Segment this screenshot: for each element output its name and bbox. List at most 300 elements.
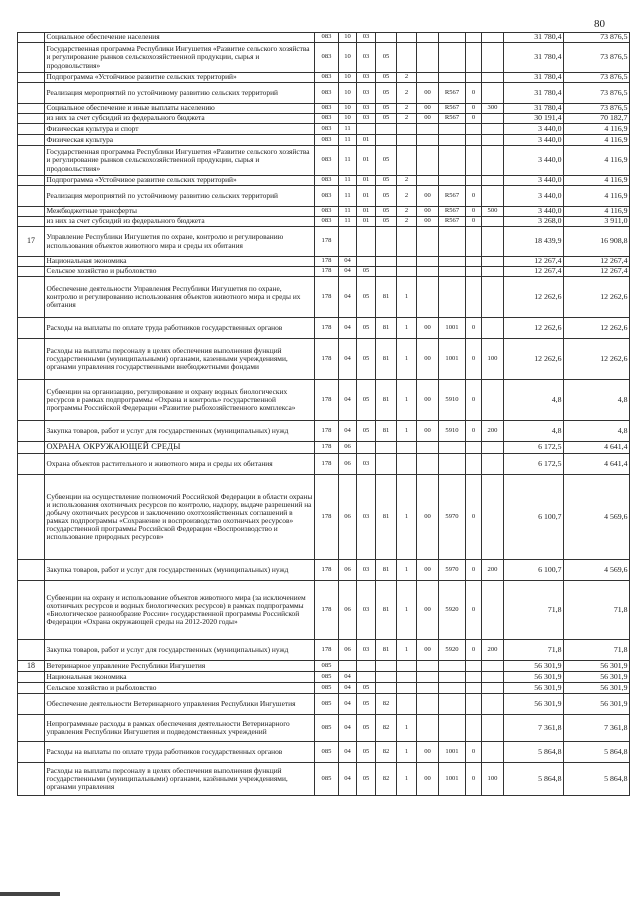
subprogram-code-cell — [397, 33, 417, 43]
subprogram-code-cell — [397, 267, 417, 277]
subsection-code-cell: 03 — [357, 475, 376, 560]
amount-year-1-cell: 30 191,4 — [504, 114, 564, 124]
budget-table-container — [17, 32, 629, 796]
direction-code-cell — [439, 146, 466, 176]
subprogram-code-cell — [397, 683, 417, 694]
event-code-cell — [417, 683, 439, 694]
table-row — [18, 257, 630, 267]
amount-year-2-cell: 4 116,9 — [564, 146, 630, 176]
section-code-cell: 04 — [339, 339, 357, 380]
table-row — [18, 83, 630, 104]
section-code-cell: 06 — [339, 475, 357, 560]
program-code-cell: 05 — [376, 207, 397, 217]
table-row — [18, 227, 630, 257]
ministry-code-cell: 085 — [315, 715, 339, 742]
section-code-cell: 04 — [339, 380, 357, 421]
ministry-code-cell: 083 — [315, 124, 339, 135]
program-code-cell: 05 — [376, 73, 397, 83]
section-code-cell: 11 — [339, 207, 357, 217]
program-code-cell — [376, 267, 397, 277]
ministry-code-cell: 085 — [315, 672, 339, 683]
row-name-cell: Социальное обеспечение и иные выплаты населению — [45, 104, 315, 114]
direction-code-cell: 5970 — [439, 475, 466, 560]
table-row — [18, 560, 630, 581]
expense-type-cell — [482, 43, 504, 73]
row-name-cell: Расходы на выплаты персоналу в целях обеспечения выполнения функций государственными (муниципальными) органами, казёнными учреждениями, органами управления — [45, 763, 315, 796]
subprogram-code-cell: 2 — [397, 186, 417, 207]
row-number-cell — [18, 581, 45, 640]
amount-year-2-cell: 56 301,9 — [564, 683, 630, 694]
section-code-cell: 10 — [339, 114, 357, 124]
table-row — [18, 186, 630, 207]
subsection-code-cell: 05 — [357, 694, 376, 715]
row-number-cell — [18, 176, 45, 186]
row-number-cell — [18, 104, 45, 114]
amount-year-2-cell: 4 116,9 — [564, 124, 630, 135]
section-code-cell: 10 — [339, 33, 357, 43]
subsection-code-cell: 03 — [357, 83, 376, 104]
event-code-cell — [417, 442, 439, 454]
ministry-code-cell: 083 — [315, 135, 339, 146]
ministry-code-cell: 083 — [315, 217, 339, 227]
subsection-code-cell — [357, 672, 376, 683]
ministry-code-cell: 083 — [315, 83, 339, 104]
ministry-code-cell: 085 — [315, 683, 339, 694]
direction-code-cell: 1001 — [439, 742, 466, 763]
amount-year-1-cell: 4,8 — [504, 380, 564, 421]
row-number-cell: 18 — [18, 661, 45, 672]
amount-year-2-cell: 73 876,5 — [564, 83, 630, 104]
subprogram-code-cell — [397, 146, 417, 176]
subprogram-code-cell: 1 — [397, 318, 417, 339]
event-code-cell: 00 — [417, 207, 439, 217]
section-code-cell: 04 — [339, 683, 357, 694]
event-code-cell — [417, 227, 439, 257]
amount-year-2-cell: 4 116,9 — [564, 207, 630, 217]
subprogram-code-cell: 2 — [397, 104, 417, 114]
amount-year-1-cell: 31 780,4 — [504, 104, 564, 114]
subprogram-code-cell: 1 — [397, 339, 417, 380]
amount-year-2-cell: 4 116,9 — [564, 135, 630, 146]
amount-year-2-cell: 4 641,4 — [564, 442, 630, 454]
expense-type-cell — [482, 661, 504, 672]
row-name-cell: Расходы на выплаты по оплате труда работников государственных органов — [45, 318, 315, 339]
amount-year-2-cell: 4 641,4 — [564, 454, 630, 475]
subsection-code-cell — [357, 442, 376, 454]
amount-year-2-cell: 73 876,5 — [564, 43, 630, 73]
table-row — [18, 267, 630, 277]
amount-year-1-cell: 12 267,4 — [504, 257, 564, 267]
section-code-cell: 04 — [339, 763, 357, 796]
direction-code-cell — [439, 661, 466, 672]
expense-type-cell — [482, 475, 504, 560]
expense-type-cell — [482, 672, 504, 683]
direction-code-cell: 5910 — [439, 421, 466, 442]
expense-type-cell — [482, 135, 504, 146]
subprogram-code-cell: 1 — [397, 742, 417, 763]
subprogram-code-cell: 2 — [397, 83, 417, 104]
page-number: 80 — [594, 18, 605, 30]
extra-code-cell: 0 — [466, 380, 482, 421]
expense-type-cell — [482, 267, 504, 277]
subsection-code-cell: 03 — [357, 114, 376, 124]
subprogram-code-cell: 1 — [397, 581, 417, 640]
subsection-code-cell: 03 — [357, 454, 376, 475]
amount-year-2-cell: 73 876,5 — [564, 73, 630, 83]
row-number-cell — [18, 73, 45, 83]
amount-year-1-cell: 3 440,0 — [504, 146, 564, 176]
direction-code-cell — [439, 715, 466, 742]
amount-year-1-cell: 56 301,9 — [504, 683, 564, 694]
subsection-code-cell: 05 — [357, 421, 376, 442]
amount-year-2-cell: 16 908,8 — [564, 227, 630, 257]
subprogram-code-cell — [397, 135, 417, 146]
extra-code-cell — [466, 672, 482, 683]
amount-year-1-cell: 31 780,4 — [504, 73, 564, 83]
event-code-cell — [417, 454, 439, 475]
expense-type-cell — [482, 73, 504, 83]
expense-type-cell — [482, 683, 504, 694]
expense-type-cell — [482, 694, 504, 715]
event-code-cell — [417, 73, 439, 83]
table-row — [18, 581, 630, 640]
program-code-cell: 05 — [376, 186, 397, 207]
subsection-code-cell: 01 — [357, 217, 376, 227]
ministry-code-cell: 085 — [315, 763, 339, 796]
expense-type-cell: 200 — [482, 560, 504, 581]
subsection-code-cell: 03 — [357, 560, 376, 581]
row-name-cell: Физическая культура — [45, 135, 315, 146]
extra-code-cell: 0 — [466, 763, 482, 796]
program-code-cell: 05 — [376, 176, 397, 186]
amount-year-2-cell: 5 864,8 — [564, 763, 630, 796]
row-name-cell: Субвенции на организацию, регулирование и охрану водных биологических ресурсов в рамках подпрограммы «Охрана и контроль» государственной программы Российской Федерации «Развитие рыбохозяйственного комплекса» — [45, 380, 315, 421]
amount-year-1-cell: 6 100,7 — [504, 560, 564, 581]
ministry-code-cell: 178 — [315, 277, 339, 318]
table-row — [18, 207, 630, 217]
event-code-cell: 00 — [417, 742, 439, 763]
program-code-cell: 05 — [376, 114, 397, 124]
section-code-cell: 04 — [339, 277, 357, 318]
expense-type-cell: 200 — [482, 421, 504, 442]
amount-year-1-cell: 12 262,6 — [504, 277, 564, 318]
ministry-code-cell: 085 — [315, 742, 339, 763]
subsection-code-cell: 03 — [357, 73, 376, 83]
extra-code-cell: 0 — [466, 640, 482, 661]
row-number-cell — [18, 124, 45, 135]
row-number-cell — [18, 454, 45, 475]
extra-code-cell — [466, 267, 482, 277]
amount-year-1-cell: 4,8 — [504, 421, 564, 442]
amount-year-2-cell: 70 182,7 — [564, 114, 630, 124]
event-code-cell: 00 — [417, 763, 439, 796]
extra-code-cell: 0 — [466, 104, 482, 114]
expense-type-cell — [482, 454, 504, 475]
subsection-code-cell — [357, 257, 376, 267]
event-code-cell: 00 — [417, 83, 439, 104]
program-code-cell: 05 — [376, 83, 397, 104]
amount-year-2-cell: 12 262,6 — [564, 277, 630, 318]
amount-year-1-cell: 71,8 — [504, 640, 564, 661]
amount-year-1-cell: 12 262,6 — [504, 339, 564, 380]
event-code-cell — [417, 135, 439, 146]
event-code-cell — [417, 267, 439, 277]
row-name-cell: Подпрограмма «Устойчивое развитие сельских территорий» — [45, 73, 315, 83]
row-name-cell: Реализация мероприятий по устойчивому развитию сельских территорий — [45, 186, 315, 207]
direction-code-cell — [439, 33, 466, 43]
amount-year-2-cell: 71,8 — [564, 640, 630, 661]
subprogram-code-cell: 2 — [397, 217, 417, 227]
section-code-cell: 04 — [339, 672, 357, 683]
subsection-code-cell — [357, 661, 376, 672]
section-code-cell: 11 — [339, 186, 357, 207]
row-name-cell: Охрана объектов растительного и животного мира и среды их обитания — [45, 454, 315, 475]
row-number-cell — [18, 33, 45, 43]
expense-type-cell — [482, 380, 504, 421]
subprogram-code-cell — [397, 43, 417, 73]
table-row — [18, 661, 630, 672]
section-code-cell: 04 — [339, 421, 357, 442]
amount-year-2-cell: 12 267,4 — [564, 267, 630, 277]
direction-code-cell — [439, 672, 466, 683]
amount-year-1-cell: 31 780,4 — [504, 43, 564, 73]
subprogram-code-cell: 1 — [397, 277, 417, 318]
amount-year-2-cell: 56 301,9 — [564, 672, 630, 683]
extra-code-cell — [466, 694, 482, 715]
subprogram-code-cell — [397, 442, 417, 454]
extra-code-cell — [466, 454, 482, 475]
event-code-cell: 00 — [417, 475, 439, 560]
section-code-cell: 11 — [339, 135, 357, 146]
direction-code-cell — [439, 257, 466, 267]
amount-year-1-cell: 31 780,4 — [504, 83, 564, 104]
amount-year-1-cell: 3 440,0 — [504, 124, 564, 135]
extra-code-cell: 0 — [466, 475, 482, 560]
program-code-cell: 81 — [376, 475, 397, 560]
subprogram-code-cell — [397, 124, 417, 135]
ministry-code-cell: 083 — [315, 186, 339, 207]
extra-code-cell — [466, 277, 482, 318]
row-number-cell — [18, 135, 45, 146]
subprogram-code-cell: 1 — [397, 475, 417, 560]
program-code-cell: 81 — [376, 380, 397, 421]
row-name-cell: Ветеринарное управление Республики Ингушетия — [45, 661, 315, 672]
amount-year-2-cell: 12 267,4 — [564, 257, 630, 267]
row-number-cell — [18, 43, 45, 73]
amount-year-1-cell: 7 361,8 — [504, 715, 564, 742]
section-code-cell: 06 — [339, 560, 357, 581]
row-number-cell — [18, 217, 45, 227]
extra-code-cell — [466, 661, 482, 672]
ministry-code-cell: 178 — [315, 227, 339, 257]
amount-year-1-cell: 3 268,0 — [504, 217, 564, 227]
subsection-code-cell — [357, 124, 376, 135]
direction-code-cell — [439, 683, 466, 694]
subsection-code-cell: 05 — [357, 683, 376, 694]
subsection-code-cell: 01 — [357, 186, 376, 207]
subsection-code-cell: 05 — [357, 277, 376, 318]
event-code-cell: 00 — [417, 560, 439, 581]
extra-code-cell — [466, 257, 482, 267]
amount-year-1-cell: 18 439,9 — [504, 227, 564, 257]
subprogram-code-cell: 2 — [397, 73, 417, 83]
ministry-code-cell: 178 — [315, 475, 339, 560]
ministry-code-cell: 083 — [315, 43, 339, 73]
expense-type-cell — [482, 227, 504, 257]
row-number-cell — [18, 318, 45, 339]
direction-code-cell: R567 — [439, 104, 466, 114]
subprogram-code-cell: 2 — [397, 114, 417, 124]
subsection-code-cell: 05 — [357, 763, 376, 796]
amount-year-2-cell: 56 301,9 — [564, 694, 630, 715]
direction-code-cell — [439, 43, 466, 73]
direction-code-cell: 5910 — [439, 380, 466, 421]
subsection-code-cell: 01 — [357, 146, 376, 176]
section-code-cell: 10 — [339, 43, 357, 73]
table-row — [18, 475, 630, 560]
row-name-cell: Физическая культура и спорт — [45, 124, 315, 135]
row-number-cell — [18, 694, 45, 715]
section-code-cell: 04 — [339, 318, 357, 339]
row-name-cell: Непрограммные расходы в рамках обеспечения деятельности Ветеринарного управления Республики Ингушетия и подведомственных учреждений — [45, 715, 315, 742]
subsection-code-cell: 03 — [357, 33, 376, 43]
section-code-cell: 11 — [339, 217, 357, 227]
amount-year-2-cell: 4 569,6 — [564, 475, 630, 560]
section-code-cell: 06 — [339, 640, 357, 661]
section-code-cell: 04 — [339, 257, 357, 267]
amount-year-1-cell: 6 100,7 — [504, 475, 564, 560]
table-row — [18, 33, 630, 43]
event-code-cell: 00 — [417, 114, 439, 124]
subsection-code-cell: 05 — [357, 318, 376, 339]
expense-type-cell — [482, 581, 504, 640]
program-code-cell: 05 — [376, 146, 397, 176]
program-code-cell: 82 — [376, 763, 397, 796]
amount-year-1-cell: 5 864,8 — [504, 742, 564, 763]
expense-type-cell — [482, 83, 504, 104]
table-row — [18, 114, 630, 124]
budget-table-body — [18, 33, 630, 796]
row-name-cell: Закупка товаров, работ и услуг для государственных (муниципальных) нужд — [45, 421, 315, 442]
amount-year-2-cell: 12 262,6 — [564, 318, 630, 339]
section-code-cell: 11 — [339, 124, 357, 135]
direction-code-cell — [439, 442, 466, 454]
table-row — [18, 43, 630, 73]
amount-year-2-cell: 73 876,5 — [564, 33, 630, 43]
amount-year-1-cell: 3 440,0 — [504, 176, 564, 186]
program-code-cell — [376, 124, 397, 135]
subsection-code-cell: 05 — [357, 267, 376, 277]
direction-code-cell: 1001 — [439, 339, 466, 380]
row-number-cell — [18, 421, 45, 442]
expense-type-cell — [482, 442, 504, 454]
direction-code-cell: R567 — [439, 83, 466, 104]
program-code-cell: 82 — [376, 715, 397, 742]
row-number-cell — [18, 475, 45, 560]
row-name-cell: Государственная программа Республики Ингушетия «Развитие сельского хозяйства и регулирование рынков сельскохозяйственной продукции, сырья и продовольствия» — [45, 146, 315, 176]
subsection-code-cell: 03 — [357, 43, 376, 73]
subprogram-code-cell: 1 — [397, 560, 417, 581]
extra-code-cell — [466, 135, 482, 146]
direction-code-cell — [439, 227, 466, 257]
extra-code-cell — [466, 683, 482, 694]
row-name-cell: Государственная программа Республики Ингушетия «Развитие сельского хозяйства и регулирование рынков сельскохозяйственной продукции, сырья и продовольствия» — [45, 43, 315, 73]
ministry-code-cell: 085 — [315, 694, 339, 715]
extra-code-cell — [466, 442, 482, 454]
table-row — [18, 454, 630, 475]
section-code-cell — [339, 227, 357, 257]
extra-code-cell: 0 — [466, 114, 482, 124]
subprogram-code-cell — [397, 454, 417, 475]
row-number-cell — [18, 257, 45, 267]
expense-type-cell — [482, 186, 504, 207]
subprogram-code-cell: 2 — [397, 176, 417, 186]
direction-code-cell: R567 — [439, 186, 466, 207]
row-name-cell: Подпрограмма «Устойчивое развитие сельских территорий» — [45, 176, 315, 186]
subsection-code-cell: 01 — [357, 135, 376, 146]
row-name-cell: Закупка товаров, работ и услуг для государственных (муниципальных) нужд — [45, 560, 315, 581]
extra-code-cell: 0 — [466, 742, 482, 763]
amount-year-1-cell: 56 301,9 — [504, 672, 564, 683]
table-row — [18, 176, 630, 186]
event-code-cell — [417, 257, 439, 267]
table-row — [18, 763, 630, 796]
program-code-cell — [376, 442, 397, 454]
program-code-cell: 05 — [376, 43, 397, 73]
ministry-code-cell: 083 — [315, 146, 339, 176]
expense-type-cell: 100 — [482, 339, 504, 380]
direction-code-cell — [439, 124, 466, 135]
ministry-code-cell: 178 — [315, 339, 339, 380]
table-row — [18, 683, 630, 694]
direction-code-cell — [439, 176, 466, 186]
program-code-cell — [376, 454, 397, 475]
row-number-cell — [18, 114, 45, 124]
amount-year-2-cell: 12 262,6 — [564, 339, 630, 380]
event-code-cell — [417, 146, 439, 176]
expense-type-cell — [482, 33, 504, 43]
amount-year-1-cell: 6 172,5 — [504, 442, 564, 454]
table-row — [18, 380, 630, 421]
extra-code-cell — [466, 176, 482, 186]
subprogram-code-cell — [397, 661, 417, 672]
amount-year-1-cell: 12 267,4 — [504, 267, 564, 277]
ministry-code-cell: 178 — [315, 318, 339, 339]
table-row — [18, 442, 630, 454]
section-code-cell: 10 — [339, 104, 357, 114]
ministry-code-cell: 083 — [315, 207, 339, 217]
row-number-cell — [18, 267, 45, 277]
ministry-code-cell: 083 — [315, 176, 339, 186]
table-row — [18, 421, 630, 442]
table-row — [18, 146, 630, 176]
extra-code-cell — [466, 73, 482, 83]
subprogram-code-cell: 1 — [397, 421, 417, 442]
event-code-cell: 00 — [417, 104, 439, 114]
extra-code-cell — [466, 33, 482, 43]
subsection-code-cell: 03 — [357, 640, 376, 661]
program-code-cell: 81 — [376, 277, 397, 318]
expense-type-cell — [482, 257, 504, 267]
ministry-code-cell: 085 — [315, 661, 339, 672]
table-row — [18, 318, 630, 339]
subsection-code-cell — [357, 227, 376, 257]
expense-type-cell: 200 — [482, 640, 504, 661]
ministry-code-cell: 083 — [315, 33, 339, 43]
row-name-cell: Межбюджетные трансферты — [45, 207, 315, 217]
table-row — [18, 694, 630, 715]
expense-type-cell: 500 — [482, 207, 504, 217]
